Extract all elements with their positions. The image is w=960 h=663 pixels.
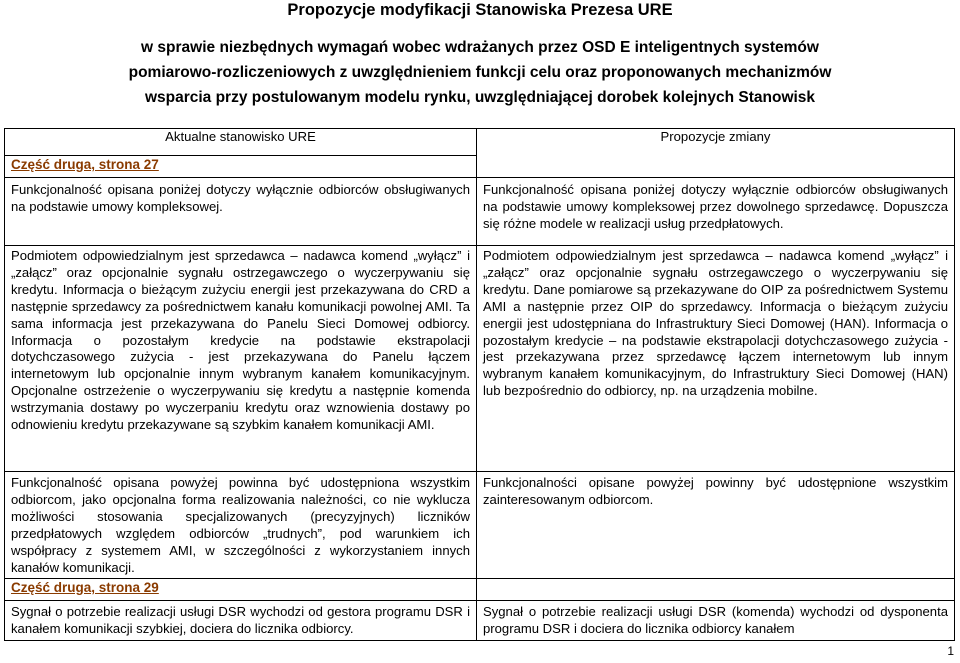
header-proposed-changes: Propozycje zmiany — [477, 129, 955, 178]
page-number: 1 — [947, 644, 954, 658]
subtitle-line-1: w sprawie niezbędnych wymagań wobec wdrażanych przez OSD E inteligentnych systemów — [141, 39, 819, 56]
section-label-1: Część druga, strona 27 — [11, 157, 159, 172]
header-row — [5, 129, 955, 156]
left-cell-3: Funkcjonalność opisana powyżej powinna być udostępniona wszystkim odbiorcom, jako opcjonalna forma realizowania należności, co nie wyklucza możliwości stosowania specjalizowanych (precyzyjnych) liczników przedpłatowych względem odbiorców „trudnych”, pod warunkiem ich współpracy z systemem AMI, w szczególności z wykorzystaniem innych kanałów komunikacji. — [5, 472, 477, 579]
section-label-cell — [5, 156, 477, 178]
document-subtitle — [20, 35, 940, 110]
right-cell-3: Funkcjonalności opisane powyżej powinny być udostępnione wszystkim zainteresowanym odbiorcom. — [477, 472, 955, 579]
left-cell-2: Podmiotem odpowiedzialnym jest sprzedawca – nadawca komend „wyłącz” i „załącz” oraz opcjonalnie sygnału ostrzegawczego o wyczerpywaniu się kredytu. Informacja o bieżącym zużyciu energii jest przekazywana do CRD a następnie sprzedawcy za pośrednictwem kanału komunikacji powolnej AMI. Ta sama informacja jest przekazywana do Panelu Sieci Domowej odbiorcy. Informacja o pozostałym kredycie na podstawie ekstrapolacji dotychczasowego zużycia - jest przekazywana do Panelu łączem internetowym lub opcjonalnie innym wybranym kanałem komunikacyjnym. Opcjonalne ostrzeżenie o wyczerpywaniu się kredytu a następnie komenda wstrzymania dostawy po wyczerpaniu kredytu oraz wznowienia dostawy po odnowieniu kredytu przekazywane są szybkim kanałem komunikacji AMI. — [5, 246, 477, 472]
table-row — [5, 472, 955, 579]
document-title: Propozycje modyfikacji Stanowiska Prezesa URE — [287, 1, 673, 19]
section-label-2: Część druga, strona 29 — [11, 580, 159, 595]
right-cell-2: Podmiotem odpowiedzialnym jest sprzedawca – nadawca komend „wyłącz” i „załącz” oraz opcjonalnie sygnału ostrzegawczego o wyczerpywaniu się kredytu. Dane pomiarowe są przekazywane do OIP za pośrednictwem Systemu AMI a następnie przez OIP do sprzedawcy. Informacja o bieżącym zużyciu energii jest udostępniana do Infrastruktury Sieci Domowej (HAN). Informacja o pozostałym kredycie – na podstawie ekstrapolacji dotychczasowego zużycia - jest przekazywana przez sprzedawcę łączem internetowym lub innym wybranym kanałem komunikacyjnym, do Infrastruktury Sieci Domowej (HAN) lub bezpośrednio do odbiorcy, np. na urządzenia mobilne. — [477, 246, 955, 472]
left-cell-1: Funkcjonalność opisana poniżej dotyczy wyłącznie odbiorców obsługiwanych na podstawie umowy kompleksowej. — [5, 178, 477, 246]
subtitle-line-3: wsparcia przy postulowanym modelu rynku, uwzględniającej dorobek kolejnych Stanowisk — [144, 89, 816, 106]
left-cell-4: Sygnał o potrzebie realizacji usługi DSR wychodzi od gestora programu DSR i kanałem komunikacji szybkiej, dociera do licznika odbiorcy. — [5, 601, 477, 641]
right-cell-1: Funkcjonalność opisana poniżej dotyczy wyłącznie odbiorców obsługiwanych na podstawie umowy kompleksowej przez dowolnego sprzedawcę. Dopuszcza się różne modele w realizacji usług przedpłatowych. — [477, 178, 955, 246]
comparison-table — [4, 128, 955, 641]
header-current-position: Aktualne stanowisko URE — [5, 129, 477, 156]
table-row — [5, 246, 955, 472]
section-row-2 — [5, 579, 955, 601]
right-cell-4: Sygnał o potrzebie realizacji usługi DSR (komenda) wychodzi od dysponenta programu DSR i dociera do licznika odbiorcy kanałem — [477, 601, 955, 641]
section-label-cell — [5, 579, 477, 601]
table-row — [5, 601, 955, 641]
empty-cell — [477, 579, 955, 601]
table-row — [5, 178, 955, 246]
subtitle-line-2: pomiarowo-rozliczeniowych z uwzględnieniem funkcji celu oraz proponowanych mechanizmów — [128, 64, 832, 81]
